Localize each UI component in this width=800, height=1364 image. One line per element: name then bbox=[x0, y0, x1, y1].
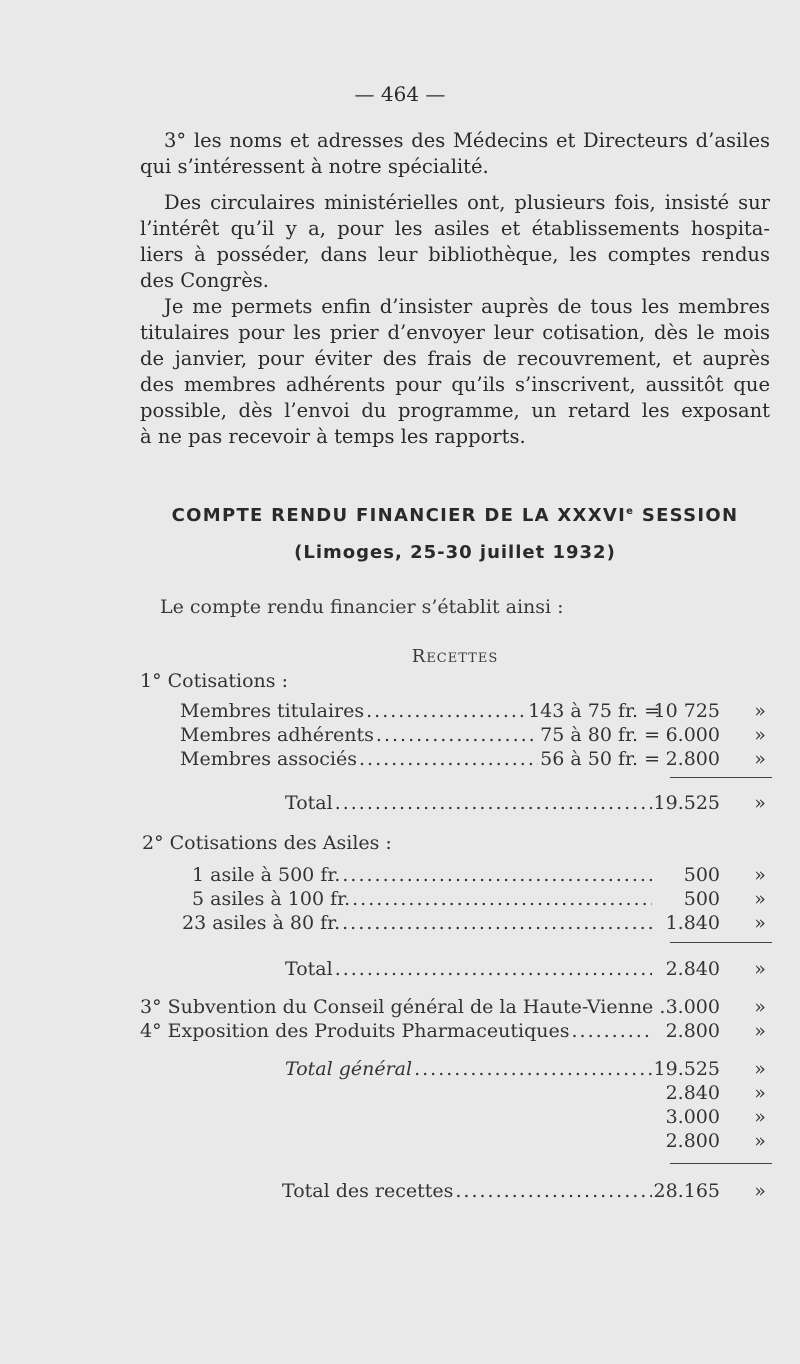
leader-dots bbox=[571, 1020, 652, 1042]
text-line: possible, dès l’envoi du programme, un retard les exposant bbox=[140, 399, 770, 422]
row-amount: 2.840 bbox=[665, 958, 720, 980]
table-row bbox=[140, 996, 772, 1018]
page-number: — 464 — bbox=[354, 82, 446, 106]
row-amount: 19.525 bbox=[653, 1058, 720, 1080]
table-row bbox=[182, 912, 772, 934]
row-amount: 3.000 bbox=[665, 1106, 720, 1128]
leader-dots bbox=[359, 748, 538, 770]
leader-dots bbox=[352, 888, 652, 910]
paragraph-1 bbox=[140, 128, 770, 180]
section-subheading: (Limoges, 25-30 juillet 1932) bbox=[294, 542, 616, 563]
heading-superscript: e bbox=[626, 506, 635, 517]
sum-rule bbox=[670, 942, 772, 943]
row-label: 4° Exposition des Produits Pharmaceutiques bbox=[140, 1020, 570, 1042]
text-line: l’intérêt qu’il y a, pour les asiles et établissements hospita- bbox=[140, 217, 770, 240]
leader-dots bbox=[414, 1058, 652, 1080]
text-line: 3° les noms et adresses des Médecins et Directeurs d’asiles bbox=[164, 129, 770, 152]
text-line: à ne pas recevoir à temps les rapports. bbox=[140, 425, 526, 448]
paragraph-3 bbox=[140, 294, 770, 450]
row-guillemet: » bbox=[754, 996, 766, 1018]
leader-dots bbox=[366, 700, 526, 722]
row-amount: 1.840 bbox=[665, 912, 720, 934]
leader-dots bbox=[335, 792, 652, 814]
text-line: titulaires pour les prier d’envoyer leur cotisation, dès le mois bbox=[140, 321, 770, 344]
text-line: qui s’intéressent à notre spécialité. bbox=[140, 155, 489, 178]
row-label: Total général bbox=[285, 1058, 413, 1080]
row-label: 1 asile à 500 fr. bbox=[192, 864, 341, 886]
row-amount: 28.165 bbox=[653, 1180, 720, 1202]
heading-main: COMPTE RENDU FINANCIER DE LA XXXVI bbox=[171, 505, 627, 526]
row-label: 23 asiles à 80 fr. bbox=[182, 912, 341, 934]
row-calc: 75 à 80 fr. = bbox=[540, 724, 660, 746]
row-label: Membres titulaires bbox=[180, 700, 365, 722]
grand-total-row bbox=[282, 1180, 772, 1202]
row-guillemet: » bbox=[754, 1082, 766, 1104]
row-label: Membres adhérents bbox=[180, 724, 374, 746]
text-line: Je me permets enfin d’insister auprès de tous les membres bbox=[164, 295, 770, 318]
row-amount: 10 725 bbox=[653, 700, 720, 722]
leader-dots bbox=[376, 724, 538, 746]
row-guillemet: » bbox=[754, 912, 766, 934]
section-cotisations-asiles: 2° Cotisations des Asiles : bbox=[142, 832, 392, 854]
row-guillemet: » bbox=[754, 748, 766, 770]
paragraph-2 bbox=[140, 190, 770, 294]
row-label: Total des recettes bbox=[282, 1180, 454, 1202]
row-guillemet: » bbox=[754, 888, 766, 910]
table-row bbox=[192, 888, 772, 910]
row-guillemet: » bbox=[754, 1020, 766, 1042]
text-line: Des circulaires ministérielles ont, plusieurs fois, insisté sur bbox=[164, 191, 770, 214]
row-guillemet: » bbox=[754, 958, 766, 980]
text-line: des Congrès. bbox=[140, 269, 269, 292]
table-row bbox=[180, 748, 772, 770]
text-line: liers à posséder, dans leur bibliothèque, les comptes rendus bbox=[140, 243, 770, 266]
leader-dots bbox=[342, 864, 652, 886]
row-calc: 143 à 75 fr. = bbox=[528, 700, 660, 722]
row-label: 5 asiles à 100 fr. bbox=[192, 888, 351, 910]
heading-main-end: SESSION bbox=[634, 505, 739, 526]
table-row bbox=[180, 700, 772, 722]
sum-rule bbox=[670, 1163, 772, 1164]
row-calc: 56 à 50 fr. = bbox=[540, 748, 660, 770]
table-row bbox=[192, 864, 772, 886]
row-amount: 500 bbox=[683, 888, 720, 910]
total-row bbox=[285, 1058, 772, 1080]
table-row bbox=[140, 1020, 772, 1042]
leader-dots bbox=[342, 912, 652, 934]
row-guillemet: » bbox=[754, 700, 766, 722]
row-label: Total bbox=[285, 792, 333, 814]
leader-dots bbox=[455, 1180, 652, 1202]
row-guillemet: » bbox=[754, 1106, 766, 1128]
row-guillemet: » bbox=[754, 1180, 766, 1202]
total-row bbox=[285, 958, 772, 980]
section-heading bbox=[140, 505, 770, 526]
total-row bbox=[285, 792, 772, 814]
row-guillemet: » bbox=[754, 724, 766, 746]
row-amount: 2.840 bbox=[665, 1082, 720, 1104]
row-label: Total bbox=[285, 958, 333, 980]
section-cotisations: 1° Cotisations : bbox=[140, 670, 288, 692]
row-amount: 2.800 bbox=[665, 1020, 720, 1042]
row-guillemet: » bbox=[754, 1058, 766, 1080]
row-guillemet: » bbox=[754, 792, 766, 814]
leader-dots bbox=[335, 958, 652, 980]
row-label: Membres associés bbox=[180, 748, 357, 770]
row-amount: 3.000 bbox=[665, 996, 720, 1018]
text-line: de janvier, pour éviter des frais de recouvrement, et auprès bbox=[140, 347, 770, 370]
row-amount: 2.800 bbox=[665, 1130, 720, 1152]
sum-rule bbox=[670, 777, 772, 778]
text-line: des membres adhérents pour qu’ils s’inscrivent, aussitôt que bbox=[140, 373, 770, 396]
row-amount: 19.525 bbox=[653, 792, 720, 814]
row-amount: 6.000 bbox=[665, 724, 720, 746]
row-guillemet: » bbox=[754, 864, 766, 886]
row-label: 3° Subvention du Conseil général de la Haute-Vienne . bbox=[140, 996, 666, 1018]
row-amount: 500 bbox=[683, 864, 720, 886]
table-row bbox=[180, 724, 772, 746]
row-amount: 2.800 bbox=[665, 748, 720, 770]
row-guillemet: » bbox=[754, 1130, 766, 1152]
recettes-title: Recettes bbox=[411, 646, 499, 667]
intro-text: Le compte rendu financier s’établit ainsi : bbox=[160, 596, 564, 618]
